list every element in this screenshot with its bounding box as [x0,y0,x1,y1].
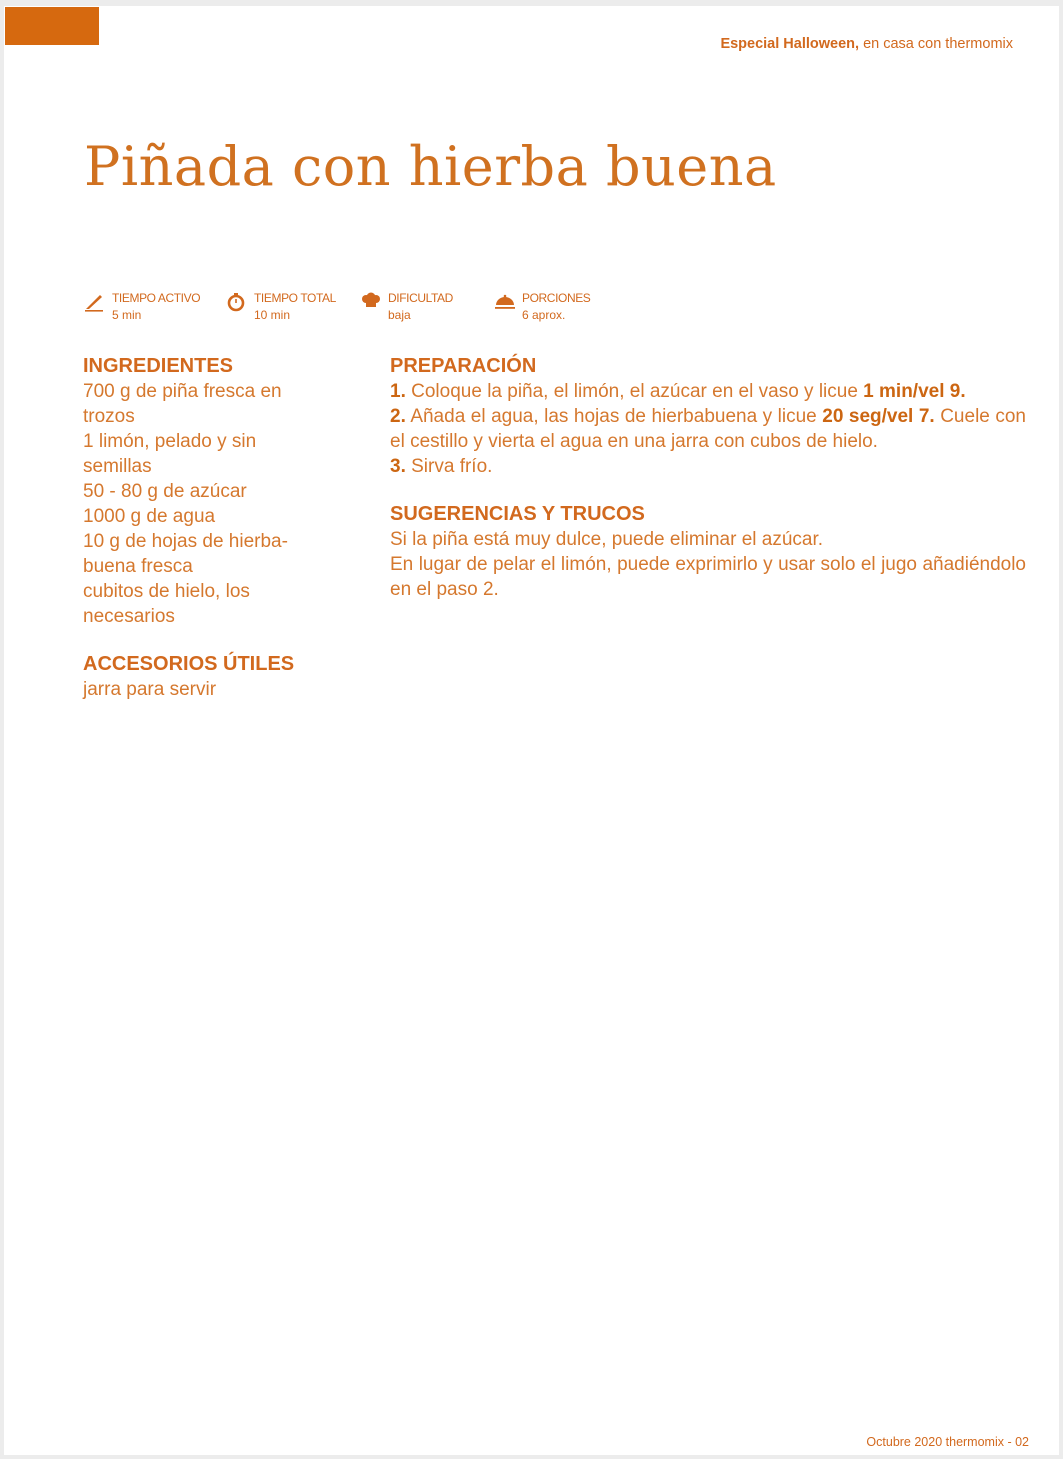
ingredient-line: necesarios [83,606,175,627]
preparation-step-3 [390,454,1026,479]
ingredient-line: 10 g de hojas de hierba- [83,531,288,552]
chef-hat-icon [360,291,382,313]
serving-dish-icon [494,291,516,313]
meta-value: 5 min [112,308,142,322]
ingredient-line: semillas [83,456,152,477]
header-highlight: Especial Halloween, [720,36,860,52]
step-text: Coloque la piña, el limón, el azúcar en el vaso y licue [405,381,864,402]
step-text: Añada el agua, las hojas de hierbabuena y licue [405,406,823,427]
ingredients-list [83,379,363,629]
accessory-line: jarra para servir [83,679,217,700]
ingredient-line: 50 - 80 g de azúcar [83,481,247,502]
preparation-step-1 [390,379,1026,404]
meta-difficulty [360,290,453,324]
meta-label: DIFICULTAD [388,291,453,305]
meta-value: baja [388,308,411,322]
ingredient-line: 1000 g de agua [83,506,216,527]
meta-active-time [84,290,200,324]
running-header [720,36,1013,52]
ingredient-line: buena fresca [83,556,193,577]
meta-label: PORCIONES [522,291,591,305]
stopwatch-icon [226,291,248,313]
tips-heading: SUGERENCIAS Y TRUCOS [390,503,645,525]
step-text-after: Cuele con el cestillo y vierta el agua en una jarra con cubos de hielo. [390,406,1026,452]
step-number: 2. [390,406,406,427]
right-column [390,354,1026,602]
step-setting: 1 min/vel 9. [863,381,966,402]
ingredient-line: 1 limón, pelado y sin [83,431,257,452]
meta-value: 6 aprox. [522,308,566,322]
meta-servings [494,290,590,324]
accessories-heading: ACCESORIOS ÚTILES [83,653,295,675]
preparation-heading: PREPARACIÓN [390,355,537,377]
recipe-title: Piñada con hierba buena [84,135,777,198]
ingredients-heading: INGREDIENTES [83,355,234,377]
tip-line-1: Si la piña está muy dulce, puede eliminar el azúcar. [390,529,824,550]
corner-color-block [5,7,99,45]
knife-icon [84,291,106,313]
ingredient-line: trozos [83,406,135,427]
page [4,6,1059,1455]
preparation-step-2 [390,404,1026,454]
step-setting: 20 seg/vel 7. [822,406,935,427]
page-footer: Octubre 2020 thermomix - 02 [866,1435,1029,1449]
meta-label: TIEMPO TOTAL [254,291,336,305]
meta-total-time [226,290,336,324]
header-text: en casa con thermomix [859,36,1013,52]
tip-line-2: En lugar de pelar el limón, puede exprimirlo y usar solo el jugo añadiéndolo en el paso 2. [390,554,1026,600]
meta-value: 10 min [254,308,291,322]
step-text: Sirva frío. [405,456,493,477]
accessories-list [83,677,363,702]
step-number: 1. [390,381,406,402]
left-column [83,354,363,702]
ingredient-line: 700 g de piña fresca en [83,381,282,402]
step-number: 3. [390,456,406,477]
ingredient-line: cubitos de hielo, los [83,581,250,602]
meta-label: TIEMPO ACTIVO [112,291,201,305]
